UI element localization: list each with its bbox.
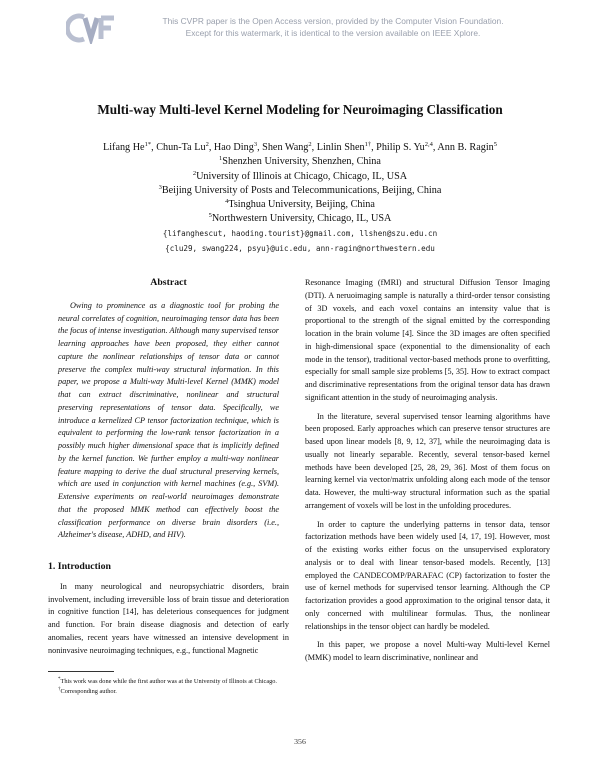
affiliation-1: $^1$Shenzhen University, Shenzhen, China xyxy=(219,155,381,168)
author-name: Linlin Shen xyxy=(316,142,365,153)
page-number: 356 xyxy=(294,737,306,746)
author-list: Lifang $He^{1*}$, Chun-Ta Lu$^2$, Hao Ding$^3$, Shen Wang$^2$, Linlin Shen$^{1\dagger}$, Philip S. Yu$^{2,4}$, Ann B. Ragin$^5$ xyxy=(103,141,497,153)
left-column xyxy=(48,277,289,696)
affiliation-3: $^3$Beijing University of Posts and Telecommunications, Beijing, China xyxy=(158,183,442,196)
affiliation-2: $^2$University of Illinois at Chicago, Chicago, IL, USA xyxy=(192,169,408,182)
email-block xyxy=(0,226,600,256)
body-paragraph-3: In order to capture the underlying patterns in tensor data, tensor factorization methods have been widely used [4, 17, 19]. However, most of the existing works either focus on the unsupervised exploratory analysis or to deal with linear tensor-based models. Recently, [13] employed the CANDECOMP/PARAFAC (CP) factorization to foster the use of kernel methods for supervised tensor learning. Although the CP factorization provides a good approximation to the original tensor data, it only concerned with multilinear formulas. Thus, the nonlinear relationships in the tensor object can hardly be modeled. xyxy=(305,519,550,631)
author-name: Shen Wang xyxy=(262,142,309,153)
affiliation-4: $^4$Tsinghua University, Beijing, China xyxy=(225,198,375,211)
right-column xyxy=(305,277,550,671)
footnote-1: *This work was done while the first author was at the University of Illinois at Chicago. xyxy=(58,677,277,686)
footnote-rule xyxy=(48,671,114,672)
email-line-1: {lifanghescut, haoding.tourist}@gmail.com, llshen@szu.edu.cn xyxy=(162,229,438,238)
author-sup: 5 xyxy=(493,141,497,148)
body-paragraph-4: In this paper, we propose a novel Multi-way Multi-level Kernel (MMK) model to learn discriminative, nonlinear and xyxy=(305,640,550,662)
email-line-2: {clu29, swang224, psyu}@uic.edu, ann-ragin@northwestern.edu xyxy=(165,244,435,253)
body-paragraph-1: Resonance Imaging (fMRI) and structural Diffusion Tensor Imaging (DTI). A neruoimaging sample is naturally a third-order tensor consisting of 3D voxels, and each voxel contains an intensity value that is proportional to the strength of the signal emitted by the corresponding location in the brain volume [4]. Since the 3D images are often specified in high-dimensional space (exponential to the dimensionality of each mode in the tensor), traditional vector-based methods prone to overfitting, especially for small sample size problems [5, 35]. How to extract compact and discriminative representations from the original tensor data has drawn significant attention in the study of neuroimaging analysis. xyxy=(305,278,550,402)
watermark-line-2: Except for this watermark, it is identical to the version available on IEEE Xplore. xyxy=(185,28,481,38)
author-sup: 2,4 xyxy=(424,141,433,148)
author-name: Ann B. Ragin xyxy=(437,142,494,153)
author-name: Lifang He xyxy=(103,142,145,153)
author-sup: 1† xyxy=(364,141,372,148)
watermark-notice xyxy=(128,15,538,39)
author-sup: 3 xyxy=(253,141,258,148)
section-heading-introduction: 1. Introduction xyxy=(48,561,111,572)
author-name: Philip S. Yu xyxy=(376,142,425,153)
author-name: Chun-Ta Lu xyxy=(156,142,206,153)
watermark-line-1: This CVPR paper is the Open Access version, provided by the Computer Vision Foundation. xyxy=(162,16,504,26)
author-sup: 1* xyxy=(144,141,152,148)
paper-title: Multi-way Multi-level Kernel Modeling for Neuroimaging Classification xyxy=(97,102,503,117)
body-paragraph-2: In the literature, several supervised tensor learning algorithms have been proposed. Early approaches which can preserve tensor structures are based upon linear models [8, 9, 12, 37], while the neuroimaging data is usually not linearly separable. Recently, several tensor-based kernel methods have been developed [25, 28, 29, 36]. Most of them focus on learning kernel via vector/matrix unfolding along each mode of the tensor data. However, the multi-way structural information such as the spatial arrangement of voxels will be lost in the unfolding procedures. xyxy=(305,411,550,510)
intro-paragraph-1: In many neurological and neuropsychiatric disorders, brain involvement, including irreversible loss of brain tissue and deterioration in cognitive function [14], has deleterious consequences for judgment and function. For brain disease diagnosis and detection of early anomalies, recent years have witnessed an intensive development in noninvasive neuroimaging techniques, e.g., functional Magnetic xyxy=(48,581,289,655)
abstract-heading: Abstract xyxy=(150,277,187,288)
author-sup: 2 xyxy=(205,141,209,148)
author-sup: 2 xyxy=(308,141,312,148)
author-block xyxy=(0,141,600,227)
abstract-text: Owing to prominence as a diagnostic tool for probing the neural correlates of cognition, neuroimaging tensor data has been the focus of intense investigation. Although many supervised tensor learning approaches have been proposed, they either cannot capture the nonlinear relationships of tensor data or cannot preserve the complex multi-way structural information. In this paper, we propose a Multi-way Multi-level Kernel (MMK) model that can extract discriminative, nonlinear and structural preserving representations of tensor data. Specifically, we introduce a kernelized CP tensor factorization technique, which is equivalent to performing the low-rank tensor factorization in a possibly much higher dimensional space that is implicitly defined by the kernel function. We further employ a multi-way nonlinear feature mapping to derive the dual structural preserving kernels, which are used in conjunction with kernel machines (e.g., SVM). Extensive experiments on real-world neuroimages demonstrate that the proposed MMK method can effectively boost the classification performance on diverse brain disorders (i.e., Alzheimer's disease, ADHD, and HIV). xyxy=(58,300,279,540)
cvf-logo xyxy=(66,12,116,44)
footnote-2: †Corresponding author. xyxy=(58,686,117,695)
author-name: Hao Ding xyxy=(213,142,254,153)
affiliation-5: $^5$Northwestern University, Chicago, IL, USA xyxy=(208,212,392,225)
